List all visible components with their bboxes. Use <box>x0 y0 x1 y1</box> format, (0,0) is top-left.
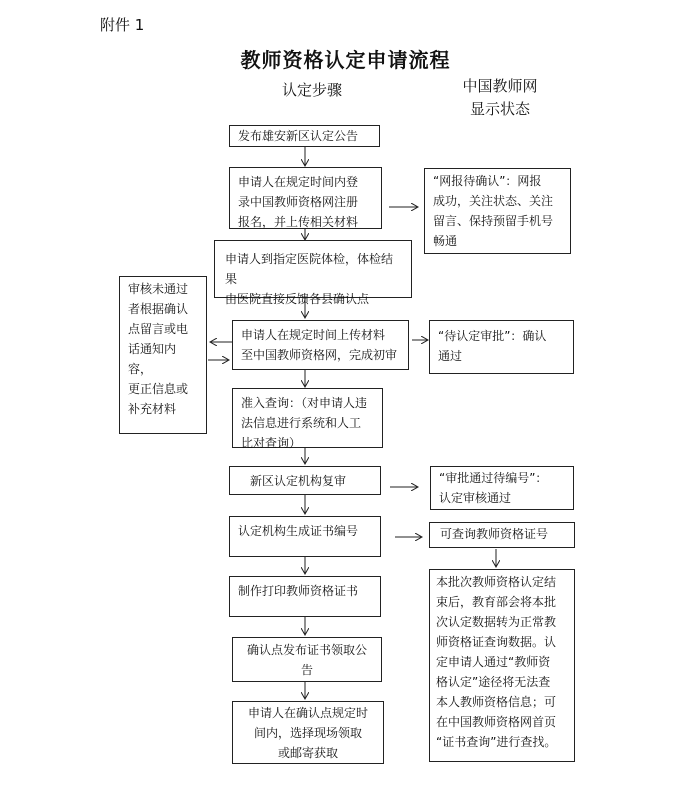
page-title: 教师资格认定申请流程 <box>240 48 451 72</box>
side-note-failed-review: 审核未通过 者根据确认 点留言或电 话通知内容， 更正信息或 补充材料 <box>119 276 207 434</box>
annex-label: 附件 1 <box>100 16 145 34</box>
step-pickup-or-mail: 申请人在确认点规定时 间内，选择现场领取 或邮寄获取 <box>232 701 384 764</box>
step-publish-announcement: 发布雄安新区认定公告 <box>229 125 380 147</box>
step-certificate-pickup-notice: 确认点发布证书领取公 告 <box>232 637 382 682</box>
step-generate-certificate-number: 认定机构生成证书编号 <box>229 516 381 557</box>
status-certificate-query: 可查询教师资格证号 <box>429 522 575 548</box>
step-upload-initial-review: 申请人在规定时间上传材料 至中国教师资格网，完成初审 <box>232 320 409 370</box>
status-approved-pending-number: “审批通过待编号”： 认定审核通过 <box>430 466 574 510</box>
status-query-instructions: 本批次教师资格认定结 束后，教育部会将本批 次认定数据转为正常教 师资格证查询数据。认 定申请人通过“教师资 格认定”途径将无法查 本人教师资格信息；可 在中国教师资格网首页 “证书查询”进行查找。 <box>429 569 575 762</box>
step-online-registration: 申请人在规定时间内登 录中国教师资格网注册 报名，并上传相关材料 <box>229 167 382 229</box>
step-district-reexamination: 新区认定机构复审 <box>229 466 381 495</box>
step-print-certificate: 制作打印教师资格证书 <box>229 576 381 617</box>
status-pending-approval: “待认定审批”：确认 通过 <box>429 320 574 374</box>
step-medical-exam: 申请人到指定医院体检，体检结果 由医院直接反馈各县确认点 <box>214 240 412 298</box>
status-pending-confirmation: “网报待确认”：网报 成功，关注状态、关注 留言、保持预留手机号 畅通 <box>424 168 571 254</box>
right-column-heading-line2: 显示状态 <box>469 100 530 118</box>
right-column-heading-line1: 中国教师网 <box>462 77 538 95</box>
step-access-check: 准入查询：（对申请人违 法信息进行系统和人工 比对查询） <box>232 388 383 448</box>
left-column-heading: 认定步骤 <box>281 81 342 99</box>
